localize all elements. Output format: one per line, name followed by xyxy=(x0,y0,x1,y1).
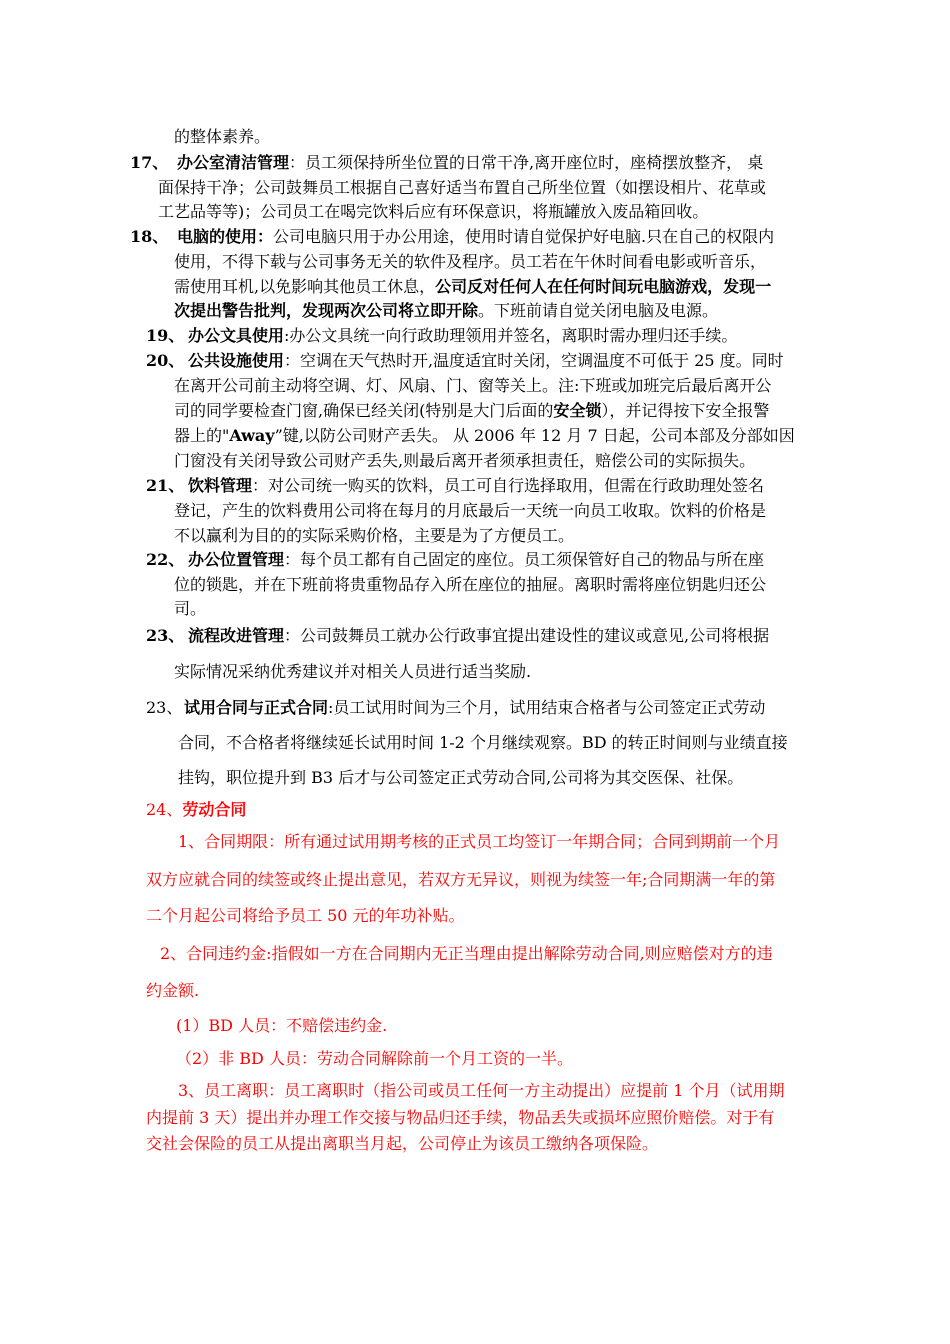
item-20-line-3 xyxy=(174,401,769,421)
item-20-line-2: 在离开公司前主动将空调、灯、风扇、门、窗等关上。注:下班或加班完后最后离开公 xyxy=(174,376,772,395)
item-20-number: 20、 xyxy=(146,351,185,370)
item-18-bold-rule: 公司反对任何人在任何时间玩电脑游戏，发现一 xyxy=(435,277,772,296)
item-21-line-3: 不以赢利为目的的实际采购价格，主要是为了方便员工。 xyxy=(174,526,575,545)
item-22-number: 22、 xyxy=(146,550,185,569)
intro-tail: 的整体素养。 xyxy=(174,127,271,146)
item-18-text-3: 需使用耳机,以免影响其他员工休息， xyxy=(174,277,436,296)
item-19-title: 办公文具使用 xyxy=(188,326,285,345)
item-22-text: ：每个员工都有自己固定的座位。员工须保管好自己的物品与所在座 xyxy=(284,550,765,569)
item-19-number: 19、 xyxy=(146,326,185,345)
labor-para-bd: (1）BD 人员：不赔偿违约金. xyxy=(176,1016,388,1035)
item-23b-line-2: 合同，不合格者将继续延长试用时间 1-2 个月继续观察。BD 的转正时间则与业绩直接 xyxy=(178,733,788,752)
item-22-line-1 xyxy=(146,550,764,570)
item-22-line-2: 位的锁匙，并在下班前将贵重物品存入所在座位的抽屉。离职时需将座位钥匙归还公 xyxy=(174,575,767,594)
item-17-number: 17、 xyxy=(130,153,169,172)
item-23b-line-1 xyxy=(146,698,765,718)
item-23b-number: 23、 xyxy=(146,698,183,717)
item-18-line-1 xyxy=(130,227,774,247)
item-22-line-3: 司。 xyxy=(174,599,207,618)
item-17-line-1 xyxy=(130,153,763,173)
labor-para-1-line-3: 二个月起公司将给予员工 50 元的年功补贴。 xyxy=(146,906,465,925)
item-18-line-4 xyxy=(174,301,718,321)
item-18-number: 18、 xyxy=(130,227,169,246)
labor-para-2-line-1: 2、合同违约金:指假如一方在合同期内无正当理由提出解除劳动合同,则应赔偿对方的违 xyxy=(160,944,773,963)
item-18-line-2: 使用，不得下载与公司事务无关的软件及程序。员工若在午休时间看电影或听音乐， xyxy=(174,252,767,271)
item-24-heading xyxy=(146,800,246,820)
item-21-line-2: 登记，产生的饮料费用公司将在每月的月底最后一天统一向员工收取。饮料的价格是 xyxy=(174,501,767,520)
item-23a-number: 23、 xyxy=(146,626,185,645)
item-20-text-4a: 器上的" xyxy=(174,426,230,445)
item-21-line-1 xyxy=(146,476,764,496)
item-20-text-4b: ”键,以防公司财产丢失。 从 2006 年 12 月 7 日起，公司本部及分部如因 xyxy=(274,426,795,445)
item-23b-text: :员工试用时间为三个月，试用结束合格者与公司签定正式劳动 xyxy=(328,698,766,717)
item-18-text: 公司电脑只用于办公用途，使用时请自觉保护好电脑.只在自己的权限内 xyxy=(273,227,775,246)
item-20-bold-away: Away xyxy=(229,426,275,445)
item-20-title: 公共设施使用 xyxy=(188,351,285,370)
labor-para-3-line-1: 3、员工离职：员工离职时（指公司或员工任何一方主动提出）应提前 1 个月（试用期 xyxy=(178,1081,785,1100)
item-20-text-3b: ），并记得按下安全报警 xyxy=(601,401,770,420)
item-19-text: :办公文具统一向行政助理领用并签名，离职时需办理归还手续。 xyxy=(284,326,738,345)
item-21-title: 饮料管理 xyxy=(188,476,253,495)
item-20-line-4 xyxy=(174,426,795,446)
item-20-line-5: 门窗没有关闭导致公司财产丢失,则最后离开者须承担责任，赔偿公司的实际损失。 xyxy=(174,451,756,470)
labor-para-3-line-2: 内提前 3 天）提出并办理工作交接与物品归还手续，物品丢失或损坏应照价赔偿。对于有 xyxy=(146,1108,775,1127)
item-17-line-3: 工艺品等等)；公司员工在喝完饮料后应有环保意识，将瓶罐放入废品箱回收。 xyxy=(158,202,709,221)
item-20-text: ：空调在天气热时开,温度适宜时关闭，空调温度不可低于 25 度。同时 xyxy=(284,351,784,370)
item-24-number: 24、 xyxy=(146,800,183,819)
item-21-number: 21、 xyxy=(146,476,185,495)
labor-para-non-bd: （2）非 BD 人员：劳动合同解除前一个月工资的一半。 xyxy=(176,1049,573,1068)
labor-para-3-line-3: 交社会保险的员工从提出离职当月起，公司停止为该员工缴纳各项保险。 xyxy=(146,1134,659,1153)
item-22-title: 办公位置管理 xyxy=(188,550,285,569)
item-23a-line-2: 实际情况采纳优秀建议并对相关人员进行适当奖励. xyxy=(174,662,532,681)
item-23b-title: 试用合同与正式合同 xyxy=(184,698,329,717)
item-24-title: 劳动合同 xyxy=(182,800,247,819)
labor-para-1-line-2: 双方应就合同的续签或终止提出意见，若双方无异议，则视为续签一年;合同期满一年的第 xyxy=(146,870,776,889)
item-23a-line-1 xyxy=(146,626,769,646)
item-23a-text: ：公司鼓舞员工就办公行政事宜提出建设性的建议或意见,公司将根据 xyxy=(284,626,770,645)
labor-para-1-line-1: 1、合同期限：所有通过试用期考核的正式员工均签订一年期合同；合同到期前一个月 xyxy=(178,832,781,851)
item-17-text: ：员工须保持所坐位置的日常干净,离开座位时，座椅摆放整齐， 桌 xyxy=(289,153,764,172)
item-18-text-4: 。下班前请自觉关闭电脑及电源。 xyxy=(478,301,719,320)
item-21-text: ：对公司统一购买的饮料，员工可自行选择取用，但需在行政助理处签名 xyxy=(252,476,765,495)
item-20-line-1 xyxy=(146,351,784,371)
item-23a-title: 流程改进管理 xyxy=(188,626,285,645)
item-20-bold-lock: 安全锁 xyxy=(553,401,602,420)
item-18-line-3 xyxy=(174,277,771,297)
item-18-bold-rule-2: 次提出警告批判，发现两次公司将立即开除 xyxy=(174,301,479,320)
item-20-text-3: 司的同学要检查门窗,确保已经关闭(特别是大门后面的 xyxy=(174,401,554,420)
item-18-title: 电脑的使用： xyxy=(177,227,274,246)
item-19-line-1 xyxy=(146,326,737,346)
item-23b-line-3: 挂钩，职位提升到 B3 后才与公司签定正式劳动合同,公司将为其交医保、社保。 xyxy=(178,768,744,787)
labor-para-2-line-2: 约金额. xyxy=(146,981,200,1000)
item-17-line-2: 面保持干净；公司鼓舞员工根据自己喜好适当布置自己所坐位置（如摆设相片、花草或 xyxy=(158,178,767,197)
item-17-title: 办公室清洁管理 xyxy=(177,153,290,172)
